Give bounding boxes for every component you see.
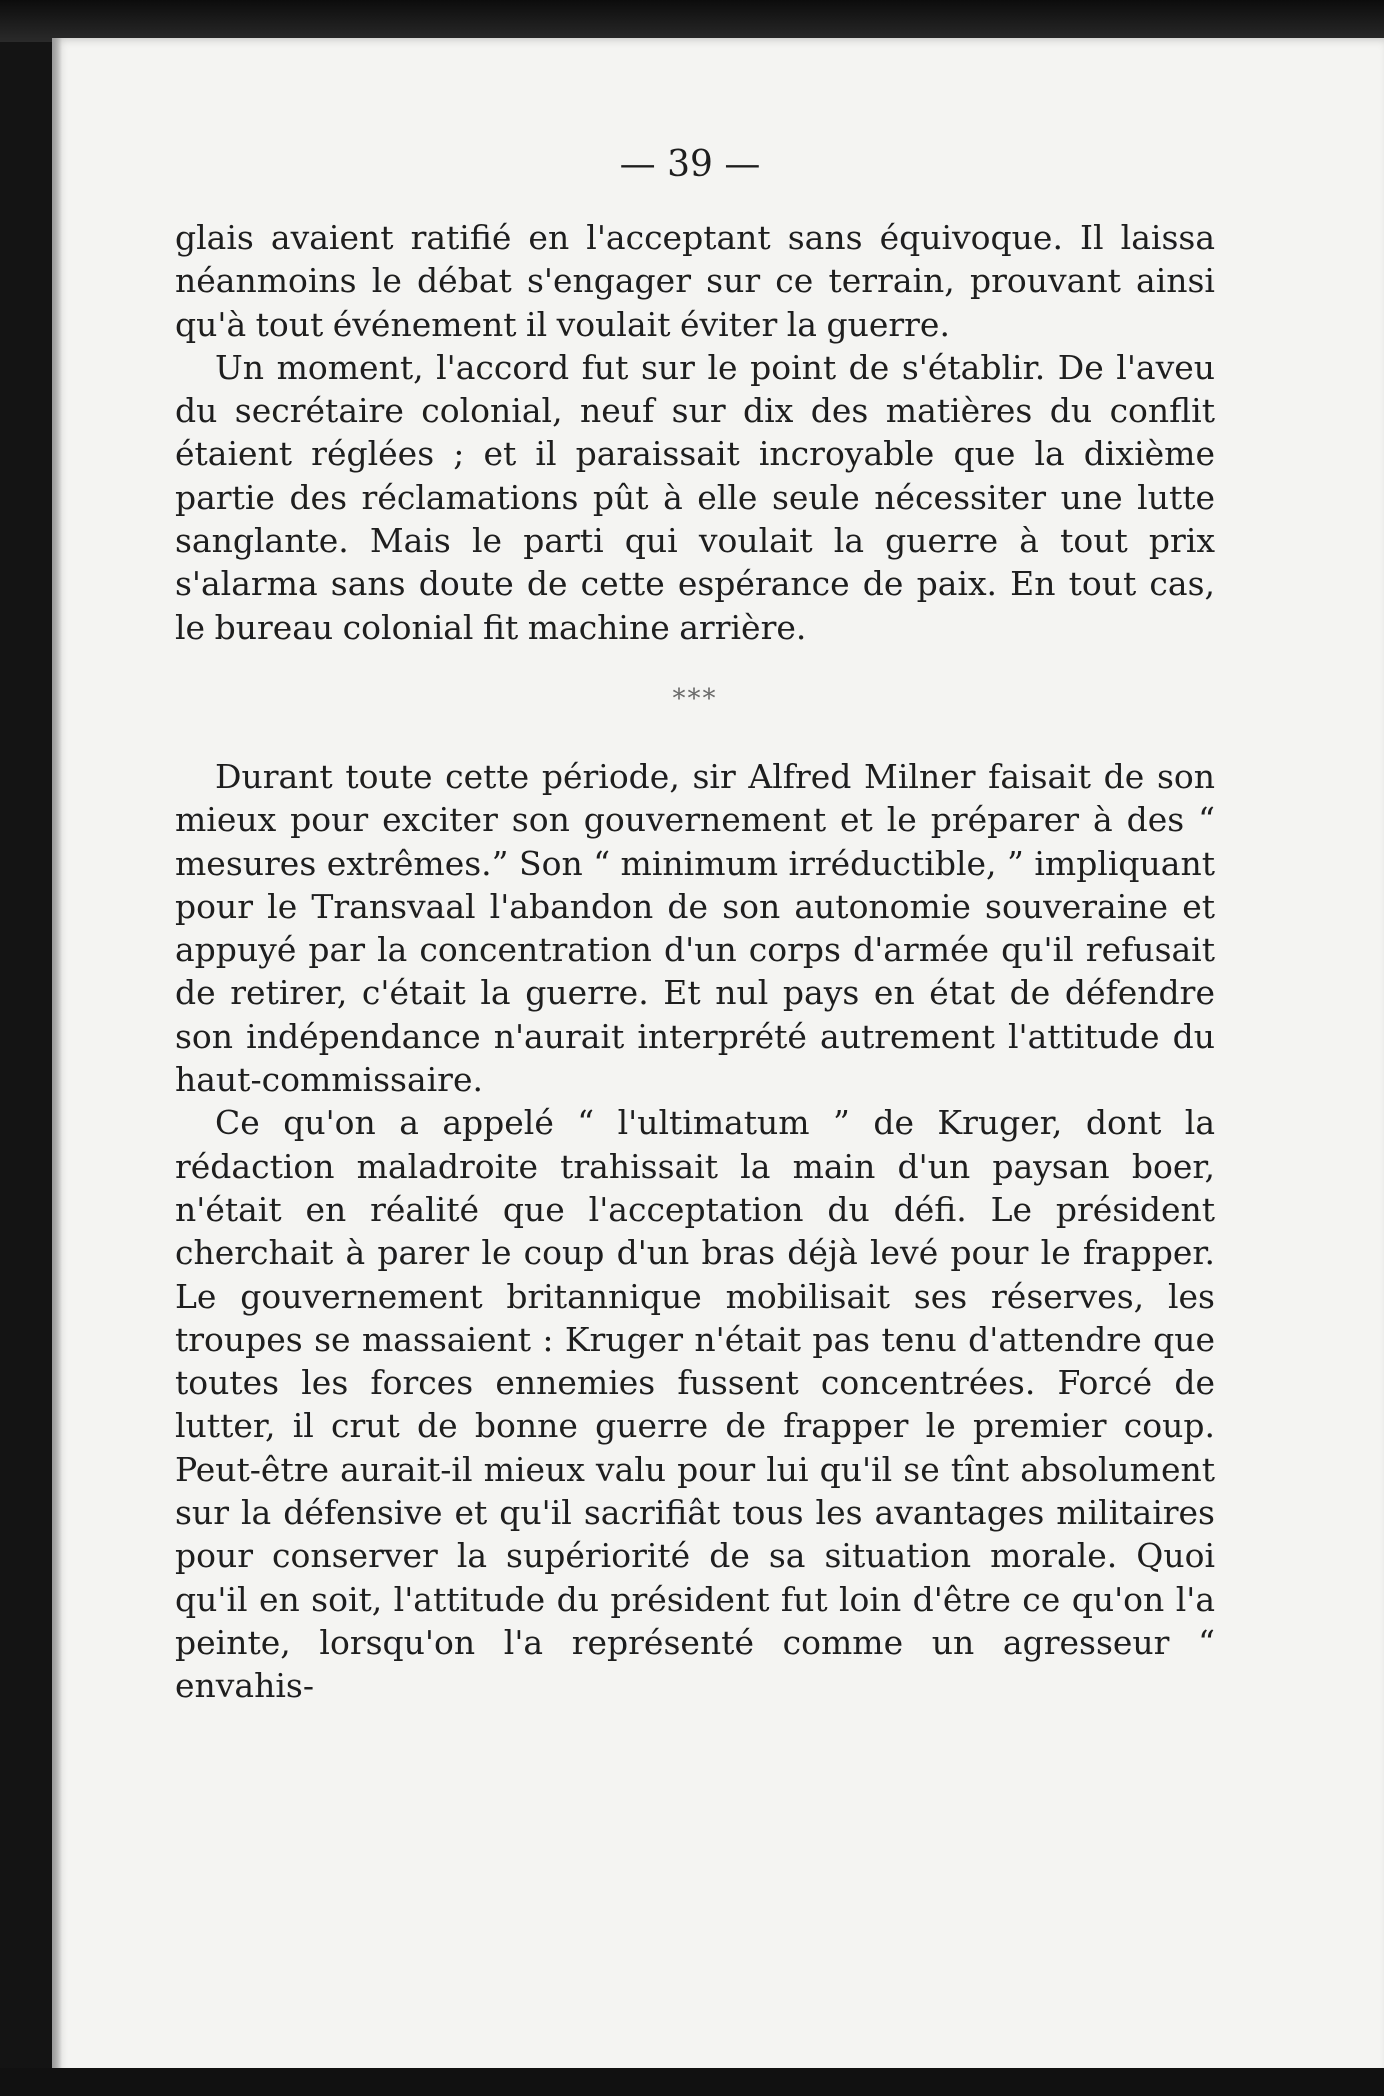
- page-binding-edge: [52, 38, 62, 2078]
- section-break-asterism: ***: [672, 683, 718, 714]
- page-text: [175, 140, 1215, 1708]
- page-number: — 39 —: [619, 144, 761, 185]
- scan-bottom-band: [0, 2068, 1384, 2096]
- paragraph-accord: Un moment, l'accord fut sur le point de s'établir. De l'aveu du secrétaire colonial, neuf sur dix des matières du conflit étaient réglées ; et il paraissait incroyable que la dixième partie des réclamations pût à elle seule nécessiter une lutte sanglante. Mais le parti qui voulait la guerre à tout prix s'alarma sans doute de cette espérance de paix. En tout cas, le bureau colonial fit machine arrière.: [175, 347, 1215, 647]
- paragraph-continuation: glais avaient ratifié en l'acceptant sans équivoque. Il laissa néanmoins le débat s'engager sur ce terrain, prouvant ainsi qu'à tout événement il voulait éviter la guerre.: [175, 218, 1215, 344]
- paragraph-ultimatum: Ce qu'on a appelé “ l'ultimatum ” de Kruger, dont la rédaction maladroite trahissait la main d'un paysan boer, n'était en réalité que l'acceptation du défi. Le président cherchait à parer le coup d'un bras déjà levé pour le frapper. Le gouvernement britannique mobilisait ses réserves, les troupes se massaient : Kruger n'était pas tenu d'attendre que toutes les forces ennemies fussent concentrées. Forcé de lutter, il crut de bonne guerre de frapper le premier coup. Peut-être aurait-il mieux valu pour lui qu'il se tînt absolument sur la défensive et qu'il sacrifiât tous les avantages militaires pour conserver la supériorité de sa situation morale. Quoi qu'il en soit, l'attitude du président fut loin d'être ce qu'on l'a peinte, lorsqu'on l'a représenté comme un agresseur “ envahis-: [175, 1103, 1215, 1706]
- scan-top-shadow: [0, 0, 1384, 42]
- paragraph-milner: Durant toute cette période, sir Alfred Milner faisait de son mieux pour exciter son gouvernement et le préparer à des “ mesures extrêmes.” Son “ minimum irréductible, ” impliquant pour le Transvaal l'abandon de son autonomie souveraine et appuyé par la concentration d'un corps d'armée qu'il refusait de retirer, c'était la guerre. Et nul pays en état de défendre son indépendance n'aurait interprété autrement l'attitude du haut-commissaire.: [175, 756, 1215, 1100]
